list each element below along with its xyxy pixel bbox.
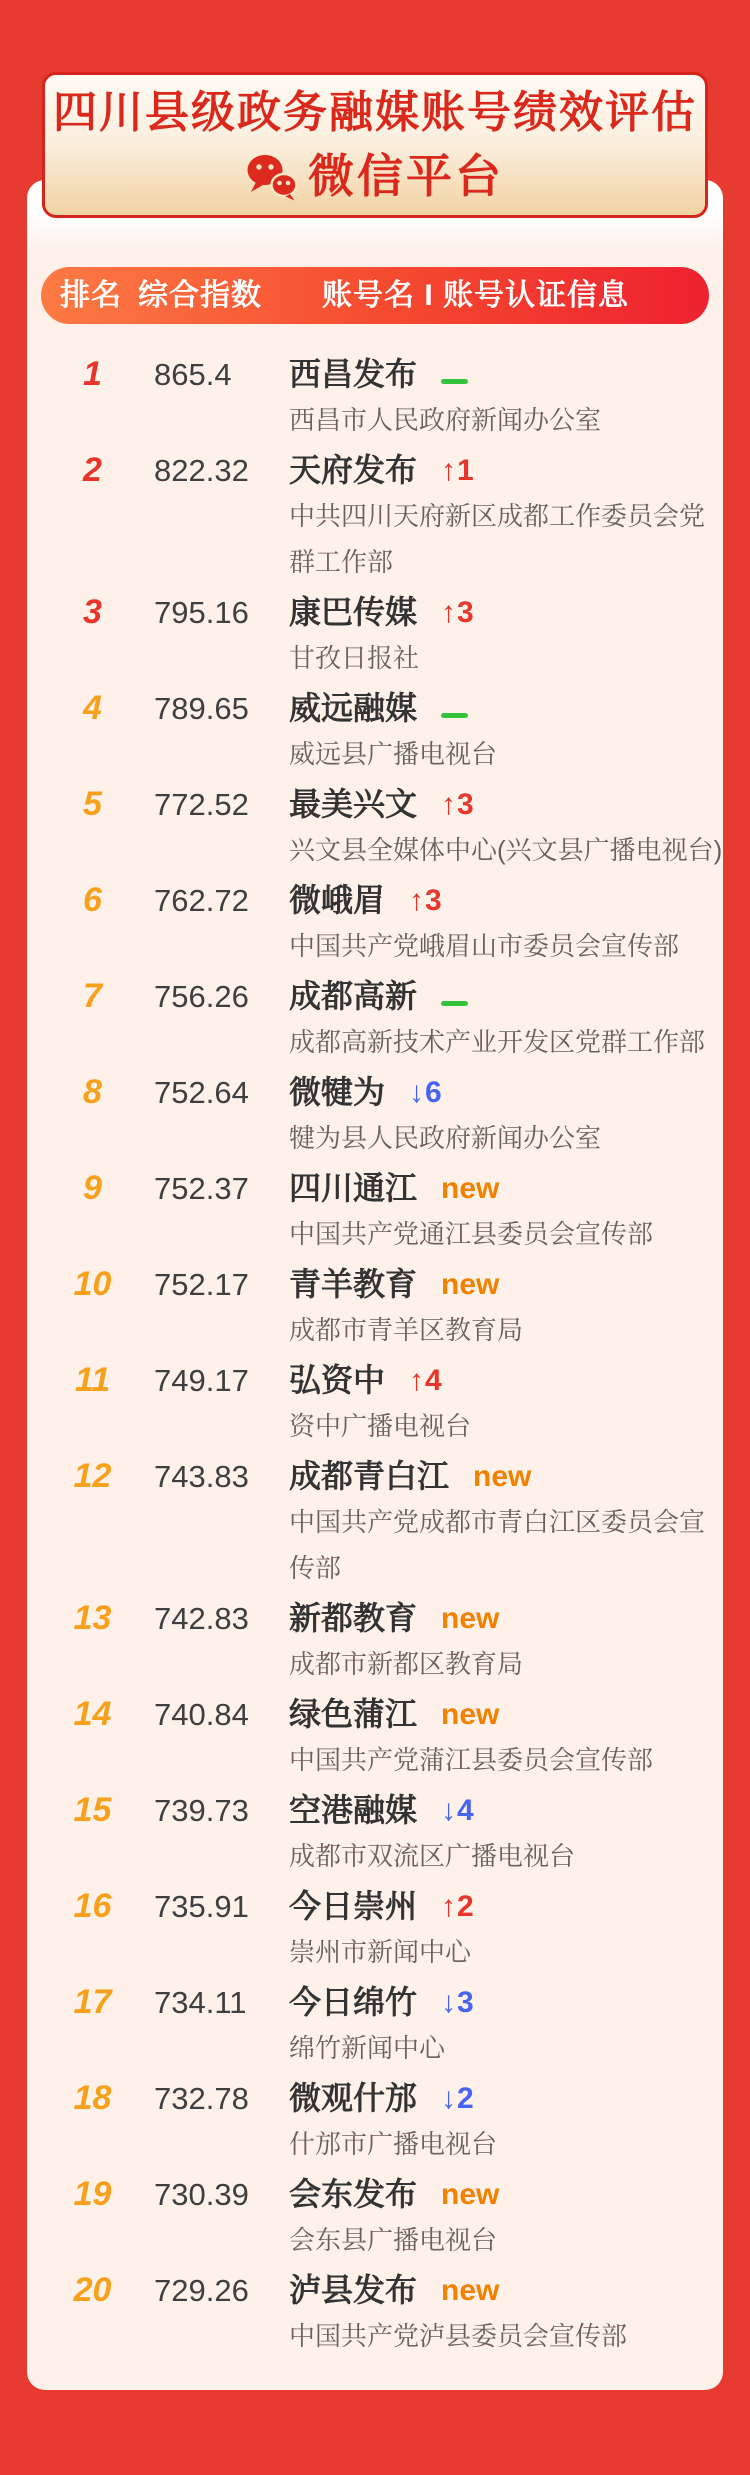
ranking-row: [27, 974, 723, 1065]
ranking-row: [27, 782, 723, 873]
account-name: 青羊教育: [289, 1266, 418, 1302]
rank-number: 4: [83, 689, 102, 727]
ranking-row: [27, 878, 723, 969]
org-name: 中国共产党通江县委员会宣传部: [289, 1219, 654, 1249]
score-value: 795.16: [154, 595, 249, 630]
row-content: [289, 1596, 723, 1687]
page-title: 四川县级政务融媒账号绩效评估: [53, 88, 697, 137]
ranking-row: [27, 1788, 723, 1879]
row-content: [289, 1980, 723, 2071]
score-value: 822.32: [154, 453, 249, 488]
account-name: 微峨眉: [289, 882, 386, 918]
rank-number: 6: [83, 881, 102, 919]
ranking-card: [27, 180, 723, 2390]
account-name: 微犍为: [289, 1074, 386, 1110]
ranking-row: [27, 1980, 723, 2071]
score-value: 762.72: [154, 883, 249, 918]
account-name: 成都高新: [289, 978, 418, 1014]
account-name: 成都青白江: [289, 1458, 450, 1494]
no-change-dash: [441, 1001, 468, 1006]
account-name-line: [289, 878, 723, 923]
org-name: 威远县广播电视台: [289, 739, 498, 769]
account-name-line: [289, 782, 723, 827]
rank-number: 17: [73, 1983, 112, 2021]
score-value: 749.17: [154, 1363, 249, 1398]
score-value: 739.73: [154, 1793, 249, 1828]
platform-subtitle: 微信平台: [308, 151, 504, 202]
row-content: [289, 1358, 723, 1449]
account-name-line: [289, 974, 723, 1019]
row-content: [289, 2172, 723, 2263]
ranking-row: [27, 1692, 723, 1783]
row-content: [289, 1454, 723, 1591]
ranking-row: [27, 1596, 723, 1687]
account-name: 天府发布: [289, 452, 418, 488]
rank-change-indicator: new: [441, 1172, 500, 1205]
ranking-row: [27, 590, 723, 681]
rank-change-indicator: new: [441, 1698, 500, 1731]
ranking-rows: [27, 352, 723, 2364]
rank-number: 5: [83, 785, 102, 823]
rank-change-indicator: ↑3: [441, 596, 475, 629]
rank-number: 9: [83, 1169, 102, 1207]
score-value: 742.83: [154, 1601, 249, 1636]
rank-number: 15: [73, 1791, 112, 1829]
org-name: 犍为县人民政府新闻办公室: [289, 1123, 602, 1153]
table-header-bar: [41, 267, 709, 324]
ranking-row: [27, 2172, 723, 2263]
account-name-line: [289, 1788, 723, 1833]
ranking-row: [27, 686, 723, 777]
account-name: 最美兴文: [289, 786, 418, 822]
org-name: 中共四川天府新区成都工作委员会党群工作部: [289, 501, 706, 577]
account-name-line: [289, 448, 723, 493]
ranking-row: [27, 2076, 723, 2167]
rank-number: 19: [73, 2175, 112, 2213]
account-name-line: [289, 1692, 723, 1737]
rank-change-indicator: ↓6: [409, 1076, 443, 1109]
score-value: 752.64: [154, 1075, 249, 1110]
account-name: 威远融媒: [289, 690, 418, 726]
row-content: [289, 1070, 723, 1161]
org-name: 中国共产党成都市青白江区委员会宣传部: [289, 1507, 706, 1583]
account-name: 今日绵竹: [289, 1984, 418, 2020]
rank-number: 7: [83, 977, 102, 1015]
row-content: [289, 1788, 723, 1879]
ranking-row: [27, 352, 723, 443]
rank-number: 3: [83, 593, 102, 631]
org-name: 什邡市广播电视台: [289, 2129, 498, 2159]
org-name: 成都市新都区教育局: [289, 1649, 524, 1679]
no-change-dash: [441, 379, 468, 384]
org-name: 中国共产党蒲江县委员会宣传部: [289, 1745, 654, 1775]
account-name: 泸县发布: [289, 2272, 418, 2308]
column-header-rank: 排名: [60, 279, 122, 312]
rank-number: 2: [83, 451, 102, 489]
rank-change-indicator: [441, 974, 468, 1019]
score-value: 729.26: [154, 2273, 249, 2308]
rank-number: 11: [74, 1361, 111, 1399]
ranking-row: [27, 1454, 723, 1591]
account-name-line: [289, 2268, 723, 2313]
score-value: 732.78: [154, 2081, 249, 2116]
ranking-row: [27, 1358, 723, 1449]
banner: [42, 72, 708, 218]
row-content: [289, 2268, 723, 2359]
row-content: [289, 1166, 723, 1257]
rank-number: 16: [73, 1887, 112, 1925]
account-name: 西昌发布: [289, 356, 418, 392]
row-content: [289, 352, 723, 443]
score-value: 743.83: [154, 1459, 249, 1494]
account-name-line: [289, 1358, 723, 1403]
rank-change-indicator: ↑3: [441, 788, 475, 821]
org-name: 兴文县全媒体中心(兴文县广播电视台): [289, 835, 723, 865]
score-value: 756.26: [154, 979, 249, 1014]
row-content: [289, 1262, 723, 1353]
rank-number: 20: [73, 2271, 112, 2309]
row-content: [289, 1692, 723, 1783]
no-change-dash: [441, 713, 468, 718]
rank-change-indicator: [441, 352, 468, 397]
account-name: 康巴传媒: [289, 594, 418, 630]
score-value: 772.52: [154, 787, 249, 822]
rank-number: 12: [73, 1457, 112, 1495]
row-content: [289, 974, 723, 1065]
account-name: 会东发布: [289, 2176, 418, 2212]
account-name: 空港融媒: [289, 1792, 418, 1828]
row-content: [289, 590, 723, 681]
score-value: 740.84: [154, 1697, 249, 1732]
score-value: 752.37: [154, 1171, 249, 1206]
account-name-line: [289, 1980, 723, 2025]
rank-number: 18: [73, 2079, 112, 2117]
rank-number: 14: [73, 1695, 112, 1733]
score-value: 735.91: [154, 1889, 249, 1924]
rank-change-indicator: new: [473, 1460, 532, 1493]
account-name: 微观什邡: [289, 2080, 418, 2116]
rank-change-indicator: ↑1: [441, 454, 475, 487]
account-name: 弘资中: [289, 1362, 386, 1398]
rank-change-indicator: new: [441, 2274, 500, 2307]
org-name: 成都高新技术产业开发区党群工作部: [289, 1027, 706, 1057]
rank-number: 1: [83, 355, 102, 393]
ranking-row: [27, 1884, 723, 1975]
rank-number: 8: [83, 1073, 102, 1111]
org-name: 资中广播电视台: [289, 1411, 472, 1441]
row-content: [289, 2076, 723, 2167]
ranking-row: [27, 2268, 723, 2359]
rank-change-indicator: new: [441, 2178, 500, 2211]
account-name-line: [289, 1596, 723, 1641]
rank-number: 13: [73, 1599, 112, 1637]
org-name: 崇州市新闻中心: [289, 1937, 472, 1967]
score-value: 730.39: [154, 2177, 249, 2212]
column-header-index: 综合指数: [138, 279, 262, 312]
rank-change-indicator: [441, 686, 468, 731]
org-name: 中国共产党峨眉山市委员会宣传部: [289, 931, 680, 961]
org-name: 成都市双流区广播电视台: [289, 1841, 576, 1871]
ranking-row: [27, 1262, 723, 1353]
org-name: 西昌市人民政府新闻办公室: [289, 405, 602, 435]
ranking-row: [27, 448, 723, 585]
rank-change-indicator: new: [441, 1602, 500, 1635]
score-value: 865.4: [154, 357, 232, 392]
rank-change-indicator: ↑3: [409, 884, 443, 917]
org-name: 绵竹新闻中心: [289, 2033, 446, 2063]
account-name-line: [289, 2076, 723, 2121]
account-name-line: [289, 2172, 723, 2217]
account-name: 四川通江: [289, 1170, 418, 1206]
account-name-line: [289, 1070, 723, 1115]
account-name-line: [289, 1166, 723, 1211]
ranking-row: [27, 1166, 723, 1257]
account-name: 新都教育: [289, 1600, 418, 1636]
rank-change-indicator: ↑2: [441, 1890, 475, 1923]
org-name: 会东县广播电视台: [289, 2225, 498, 2255]
platform-subtitle-line: [45, 149, 705, 205]
row-content: [289, 878, 723, 969]
account-name-line: [289, 1454, 723, 1499]
rank-change-indicator: new: [441, 1268, 500, 1301]
account-name-line: [289, 1262, 723, 1307]
rank-change-indicator: ↑4: [409, 1364, 443, 1397]
account-name-line: [289, 1884, 723, 1929]
rank-change-indicator: ↓4: [441, 1794, 475, 1827]
rank-number: 10: [73, 1265, 112, 1303]
score-value: 752.17: [154, 1267, 249, 1302]
column-header-account: 账号名 I 账号认证信息: [322, 279, 630, 312]
row-content: [289, 448, 723, 585]
score-value: 734.11: [154, 1985, 247, 2020]
account-name-line: [289, 590, 723, 635]
account-name: 今日崇州: [289, 1888, 418, 1924]
account-name-line: [289, 686, 723, 731]
account-name: 绿色蒲江: [289, 1696, 418, 1732]
wechat-icon: [246, 153, 298, 201]
account-name-line: [289, 352, 723, 397]
row-content: [289, 686, 723, 777]
score-value: 789.65: [154, 691, 249, 726]
row-content: [289, 782, 723, 873]
rank-change-indicator: ↓2: [441, 2082, 475, 2115]
org-name: 成都市青羊区教育局: [289, 1315, 524, 1345]
rank-change-indicator: ↓3: [441, 1986, 475, 2019]
org-name: 甘孜日报社: [289, 643, 420, 673]
ranking-row: [27, 1070, 723, 1161]
row-content: [289, 1884, 723, 1975]
org-name: 中国共产党泸县委员会宣传部: [289, 2321, 628, 2351]
